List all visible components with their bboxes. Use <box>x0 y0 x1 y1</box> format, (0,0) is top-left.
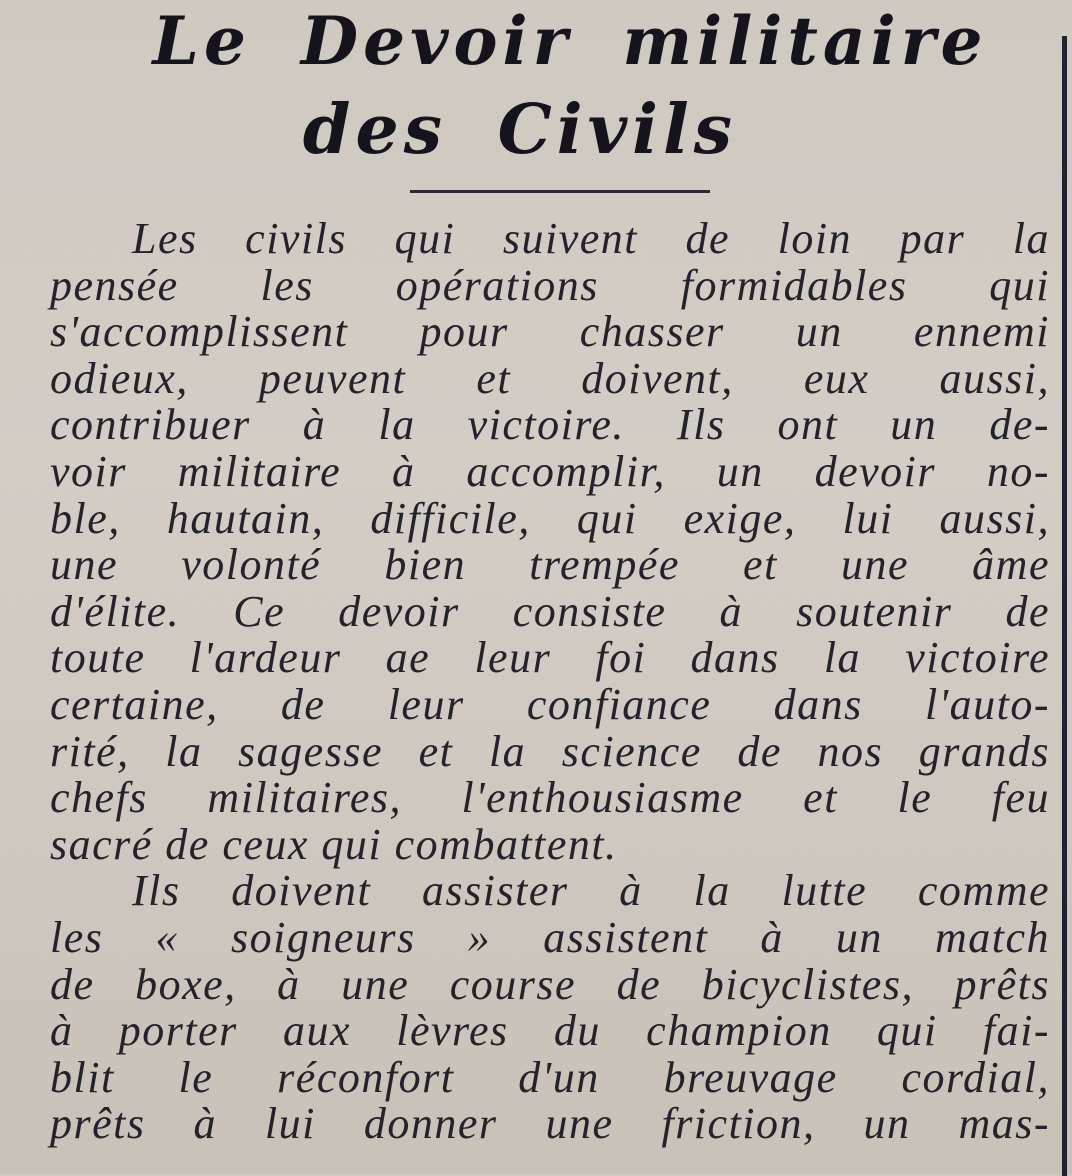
text-line: toute l'ardeur ae leur foi dans la victoire <box>50 633 1050 683</box>
text-line: les « soigneurs » assistent à un match <box>50 912 1050 962</box>
paragraph-2 <box>50 868 1050 1148</box>
headline-line-1: Le Devoir militaire <box>152 2 988 80</box>
text-line: sacré de ceux qui combattent. <box>50 819 618 869</box>
column-divider-rule <box>1062 36 1067 1176</box>
text-line: pensée les opérations formidables qui <box>50 260 1050 310</box>
text-line: une volonté bien trempée et une âme <box>50 540 1050 590</box>
paragraph-1 <box>50 216 1050 868</box>
text-line: certaine, de leur confiance dans l'auto- <box>50 679 1050 729</box>
text-line: blit le réconfort d'un breuvage cordial, <box>50 1052 1050 1102</box>
text-line: odieux, peuvent et doivent, eux aussi, <box>50 353 1050 403</box>
text-line: à porter aux lèvres du champion qui fai- <box>50 1006 1050 1056</box>
text-line: contribuer à la victoire. Ils ont un de- <box>50 400 1050 450</box>
text-line: s'accomplissent pour chasser un ennemi <box>50 307 1050 357</box>
text-line: de boxe, à une course de bicyclistes, prêts <box>50 959 1050 1009</box>
text-line: rité, la sagesse et la science de nos grands <box>50 726 1050 776</box>
text-line: ble, hautain, difficile, qui exige, lui aussi, <box>50 493 1050 543</box>
text-line: d'élite. Ce devoir consiste à soutenir de <box>50 586 1050 636</box>
text-line: voir militaire à accomplir, un devoir no- <box>50 446 1050 496</box>
headline-line-2: des Civils <box>302 90 738 170</box>
text-line: Les civils qui suivent de loin par la <box>132 214 1050 263</box>
text-line: Ils doivent assister à la lutte comme <box>132 866 1050 916</box>
article-body <box>50 216 1050 1148</box>
text-line: prêts à lui donner une friction, un mas- <box>50 1099 1050 1149</box>
text-line: chefs militaires, l'enthousiasme et le feu <box>50 773 1050 823</box>
headline-separator-rule <box>410 190 710 193</box>
